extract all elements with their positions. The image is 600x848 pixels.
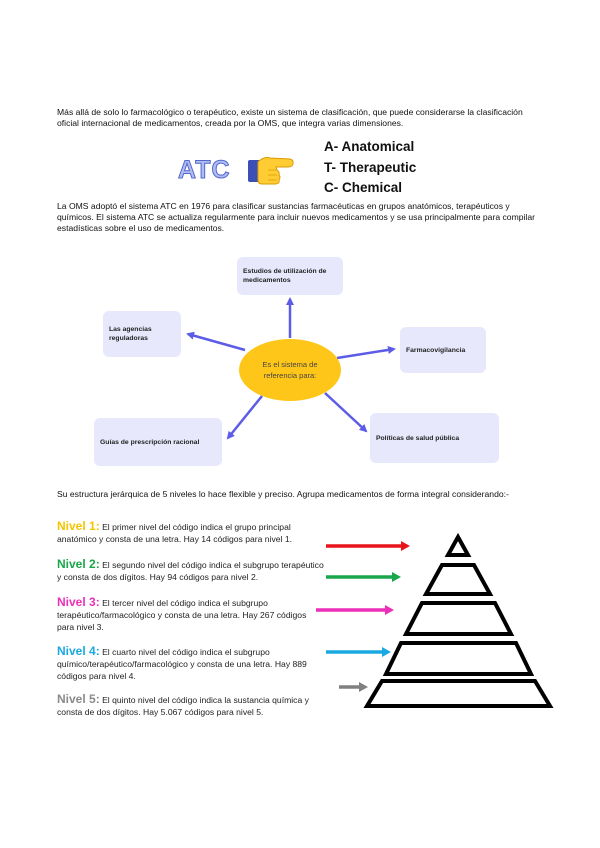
level-3 xyxy=(57,596,325,633)
arrow-level-1 xyxy=(326,541,410,551)
node-estudios-label: Estudios de utilización de medicamentos xyxy=(243,268,327,284)
arrow-to-politicas xyxy=(325,393,366,431)
node-politicas-label: Políticas de salud pública xyxy=(376,434,460,442)
level-arrows xyxy=(316,541,410,692)
arrow-to-guias xyxy=(228,396,262,438)
structure-paragraph: Su estructura jerárquica de 5 niveles lo hace flexible y preciso. Agrupa medicamentos de forma integral considerando:- xyxy=(57,489,509,499)
pyramid-tier-1 xyxy=(448,537,468,555)
node-agencias-label: Las agencias reguladoras xyxy=(109,326,152,342)
arrow-level-3 xyxy=(316,605,394,615)
node-guias-label: Guías de prescripción racional xyxy=(100,438,200,446)
oms-paragraph: La OMS adoptó el sistema ATC en 1976 para clasificar sustancias farmacéuticas en grupos anatómicos, terapéuticos y químicos. El sistema ATC se actualiza regularmente para incluir nuevos medicamentos y se usa principalmente para compilar estadísticas sobre el uso de medicamentos. xyxy=(57,201,535,233)
atc-expansion-list xyxy=(324,137,416,199)
arrow-to-farmacovigilancia xyxy=(337,349,394,358)
level-4 xyxy=(57,645,325,682)
diagram-center xyxy=(239,339,341,401)
level-5-text: El quinto nivel del código indica la sustancia química y consta de dos dígitos. Hay 5.067 códigos para nivel 5. xyxy=(57,695,309,717)
node-farmacovigilancia xyxy=(400,327,486,373)
arrow-level-5 xyxy=(339,682,368,692)
level-3-label: Nivel 3: xyxy=(57,595,100,609)
pyramid-tier-3 xyxy=(406,603,511,634)
level-1-label: Nivel 1: xyxy=(57,519,100,533)
levels-pyramid xyxy=(367,537,550,706)
level-1-text: El primer nivel del código indica el grupo principal anatómico y consta de una letra. Hay 14 códigos para nivel 1. xyxy=(57,522,293,544)
node-agencias xyxy=(103,311,181,357)
pyramid-tier-4 xyxy=(386,643,531,674)
node-politicas xyxy=(370,413,499,463)
level-5 xyxy=(57,693,325,718)
level-4-label: Nivel 4: xyxy=(57,644,100,658)
level-2-label: Nivel 2: xyxy=(57,557,100,571)
node-farmacovigilancia-label: Farmacovigilancia xyxy=(406,346,466,354)
pyramid-tier-5 xyxy=(367,681,550,706)
atc-item-chemical: C- Chemical xyxy=(324,180,403,195)
level-2 xyxy=(57,558,325,583)
atc-item-anatomical: A- Anatomical xyxy=(324,139,415,154)
level-2-text: El segundo nivel del código indica el subgrupo terapéutico y consta de dos dígitos. Hay 94 códigos para nivel 2. xyxy=(57,560,324,582)
level-5-label: Nivel 5: xyxy=(57,692,100,706)
node-estudios xyxy=(237,257,343,295)
intro-paragraph: Más allá de solo lo farmacológico o terapéutico, existe un sistema de clasificación, que puede considerarse la clasificación oficial internacional de medicamentos, creada por la OMS, que integra varias dimensiones. xyxy=(57,107,523,128)
arrow-level-2 xyxy=(326,572,401,582)
level-4-text: El cuarto nivel del código indica el subgrupo químico/terapéutico/farmacológico y consta de una letra. Hay 889 códigos para nivel 4. xyxy=(57,647,307,681)
atc-item-therapeutic: T- Therapeutic xyxy=(324,159,417,175)
atc-acronym: ATC xyxy=(178,156,231,184)
arrow-level-4 xyxy=(326,647,391,657)
level-1 xyxy=(57,520,325,545)
level-3-text: El tercer nivel del código indica el subgrupo terapéutico/farmacológico y consta de una letra. Hay 267 códigos para nivel 3. xyxy=(57,598,307,632)
arrow-to-agencias xyxy=(188,334,245,350)
node-guias xyxy=(94,418,222,466)
diagram-center-label: Es el sistema de referencia para: xyxy=(262,360,318,380)
pyramid-tier-2 xyxy=(426,565,490,594)
pointing-hand-icon xyxy=(246,150,296,195)
